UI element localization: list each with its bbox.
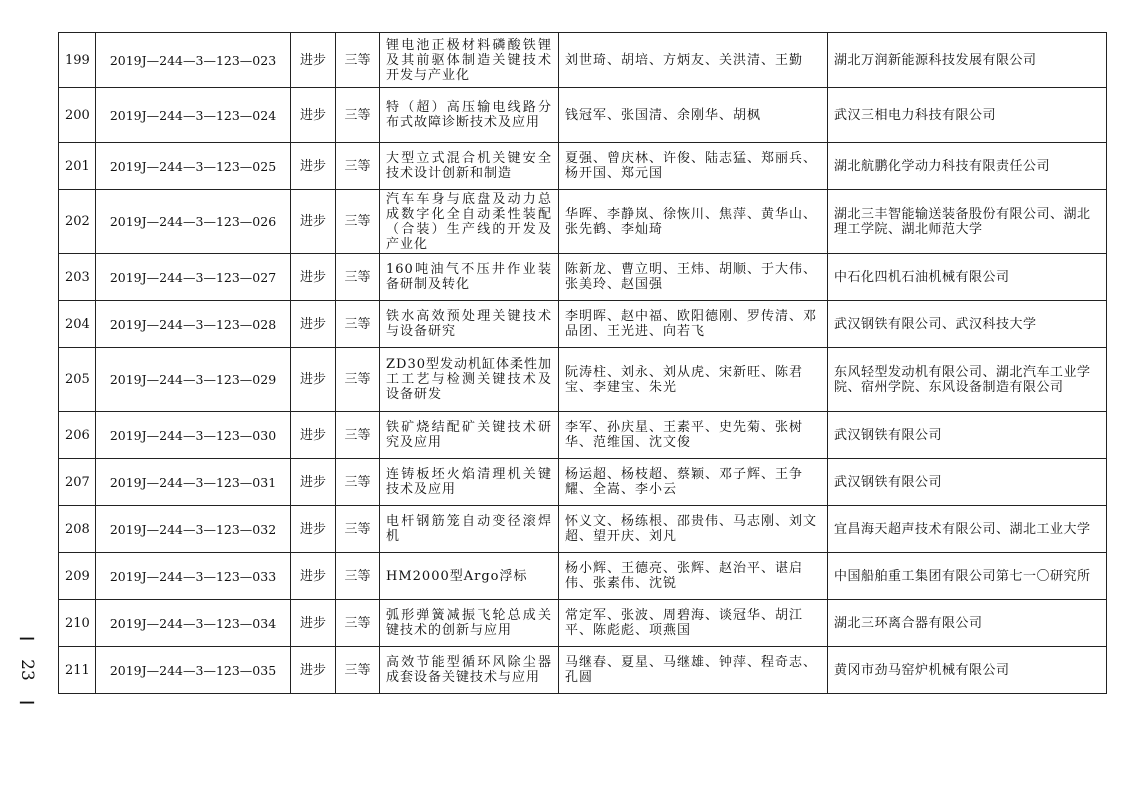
award-table [58,32,1107,694]
row-number: 200 [59,88,96,143]
completion-units: 武汉钢铁有限公司、武汉科技大学 [828,301,1107,348]
award-id: 2019J—244—3—123—035 [96,647,291,694]
completion-people: 华晖、李静岚、徐恢川、焦萍、黄华山、张先鹤、李灿琦 [559,190,828,254]
row-number: 208 [59,506,96,553]
table-row [59,459,1107,506]
completion-people: 夏强、曾庆林、许俊、陆志猛、郑丽兵、杨开国、郑元国 [559,143,828,190]
completion-people: 常定军、张波、周碧海、谈冠华、胡江平、陈彪彪、项燕国 [559,600,828,647]
project-name: HM2000型Argo浮标 [380,553,559,600]
project-name: 特（超）高压输电线路分布式故障诊断技术及应用 [380,88,559,143]
completion-people: 杨运超、杨枝超、蔡颖、邓子辉、王争耀、全嵩、李小云 [559,459,828,506]
table-row [59,600,1107,647]
award-grade: 三等 [336,348,380,412]
award-grade: 三等 [336,553,380,600]
award-grade: 三等 [336,301,380,348]
row-number: 204 [59,301,96,348]
award-type: 进步 [291,647,336,694]
project-name: 铁水高效预处理关键技术与设备研究 [380,301,559,348]
table-row [59,33,1107,88]
project-name: 铁矿烧结配矿关键技术研究及应用 [380,412,559,459]
row-number: 199 [59,33,96,88]
table-row [59,190,1107,254]
page-number-value: 23 [17,659,37,681]
table-row [59,506,1107,553]
row-number: 211 [59,647,96,694]
award-id: 2019J—244—3—123—032 [96,506,291,553]
project-name: 弧形弹簧减振飞轮总成关键技术的创新与应用 [380,600,559,647]
completion-units: 湖北万润新能源科技发展有限公司 [828,33,1107,88]
award-grade: 三等 [336,143,380,190]
row-number: 201 [59,143,96,190]
table-row [59,88,1107,143]
completion-people: 钱冠军、张国清、余刚华、胡枫 [559,88,828,143]
completion-people: 陈新龙、曹立明、王炜、胡顺、于大伟、张美玲、赵国强 [559,254,828,301]
row-number: 207 [59,459,96,506]
award-grade: 三等 [336,459,380,506]
award-id: 2019J—244—3—123—027 [96,254,291,301]
completion-units: 中石化四机石油机械有限公司 [828,254,1107,301]
completion-units: 宜昌海天超声技术有限公司、湖北工业大学 [828,506,1107,553]
completion-people: 李军、孙庆星、王素平、史先菊、张树华、范维国、沈文俊 [559,412,828,459]
table-row [59,647,1107,694]
award-type: 进步 [291,459,336,506]
award-id: 2019J—244—3—123—031 [96,459,291,506]
row-number: 203 [59,254,96,301]
award-id: 2019J—244—3—123—025 [96,143,291,190]
award-type: 进步 [291,33,336,88]
completion-units: 黄冈市劲马窑炉机械有限公司 [828,647,1107,694]
award-id: 2019J—244—3—123—030 [96,412,291,459]
completion-units: 东风轻型发动机有限公司、湖北汽车工业学院、宿州学院、东风设备制造有限公司 [828,348,1107,412]
completion-units: 武汉三相电力科技有限公司 [828,88,1107,143]
award-type: 进步 [291,412,336,459]
award-id: 2019J—244—3—123—029 [96,348,291,412]
completion-units: 武汉钢铁有限公司 [828,459,1107,506]
page-number-dash-top: — [19,628,35,647]
completion-units: 湖北三环离合器有限公司 [828,600,1107,647]
award-grade: 三等 [336,33,380,88]
award-type: 进步 [291,301,336,348]
completion-people: 刘世琦、胡培、方炳友、关洪清、王勤 [559,33,828,88]
award-grade: 三等 [336,506,380,553]
completion-people: 怀义文、杨练根、邵贵伟、马志刚、刘文超、望开庆、刘凡 [559,506,828,553]
award-type: 进步 [291,88,336,143]
table-row [59,301,1107,348]
completion-people: 马继春、夏星、马继雄、钟萍、程奇志、孔圆 [559,647,828,694]
completion-units: 湖北航鹏化学动力科技有限责任公司 [828,143,1107,190]
award-type: 进步 [291,143,336,190]
project-name: 汽车车身与底盘及动力总成数字化全自动柔性装配（合装）生产线的开发及产业化 [380,190,559,254]
completion-units: 中国船舶重工集团有限公司第七一〇研究所 [828,553,1107,600]
award-grade: 三等 [336,647,380,694]
award-id: 2019J—244—3—123—023 [96,33,291,88]
project-name: ZD30型发动机缸体柔性加工工艺与检测关键技术及设备研发 [380,348,559,412]
award-id: 2019J—244—3—123—033 [96,553,291,600]
table-body [59,33,1107,694]
award-type: 进步 [291,506,336,553]
award-grade: 三等 [336,254,380,301]
page-number [14,630,40,710]
project-name: 大型立式混合机关键安全技术设计创新和制造 [380,143,559,190]
table-row [59,143,1107,190]
award-grade: 三等 [336,600,380,647]
project-name: 电杆钢筋笼自动变径滚焊机 [380,506,559,553]
award-type: 进步 [291,348,336,412]
award-type: 进步 [291,553,336,600]
award-id: 2019J—244—3—123—026 [96,190,291,254]
completion-people: 杨小辉、王德亮、张辉、赵治平、谌启伟、张素伟、沈锐 [559,553,828,600]
table-row [59,412,1107,459]
award-grade: 三等 [336,190,380,254]
page-number-dash-bottom: — [19,692,35,711]
completion-people: 李明晖、赵中福、欧阳德刚、罗传清、邓品团、王光进、向若飞 [559,301,828,348]
award-type: 进步 [291,600,336,647]
table-row [59,254,1107,301]
award-grade: 三等 [336,88,380,143]
row-number: 206 [59,412,96,459]
completion-units: 湖北三丰智能输送装备股份有限公司、湖北理工学院、湖北师范大学 [828,190,1107,254]
row-number: 209 [59,553,96,600]
project-name: 160吨油气不压井作业装备研制及转化 [380,254,559,301]
table-row [59,553,1107,600]
table-row [59,348,1107,412]
completion-units: 武汉钢铁有限公司 [828,412,1107,459]
award-id: 2019J—244—3—123—028 [96,301,291,348]
row-number: 202 [59,190,96,254]
row-number: 205 [59,348,96,412]
award-id: 2019J—244—3—123—024 [96,88,291,143]
project-name: 高效节能型循环风除尘器成套设备关键技术与应用 [380,647,559,694]
award-grade: 三等 [336,412,380,459]
award-type: 进步 [291,254,336,301]
award-id: 2019J—244—3—123—034 [96,600,291,647]
award-type: 进步 [291,190,336,254]
project-name: 锂电池正极材料磷酸铁锂及其前驱体制造关键技术开发与产业化 [380,33,559,88]
project-name: 连铸板坯火焰清理机关键技术及应用 [380,459,559,506]
completion-people: 阮涛柱、刘永、刘从虎、宋新旺、陈君宝、李建宝、朱光 [559,348,828,412]
row-number: 210 [59,600,96,647]
